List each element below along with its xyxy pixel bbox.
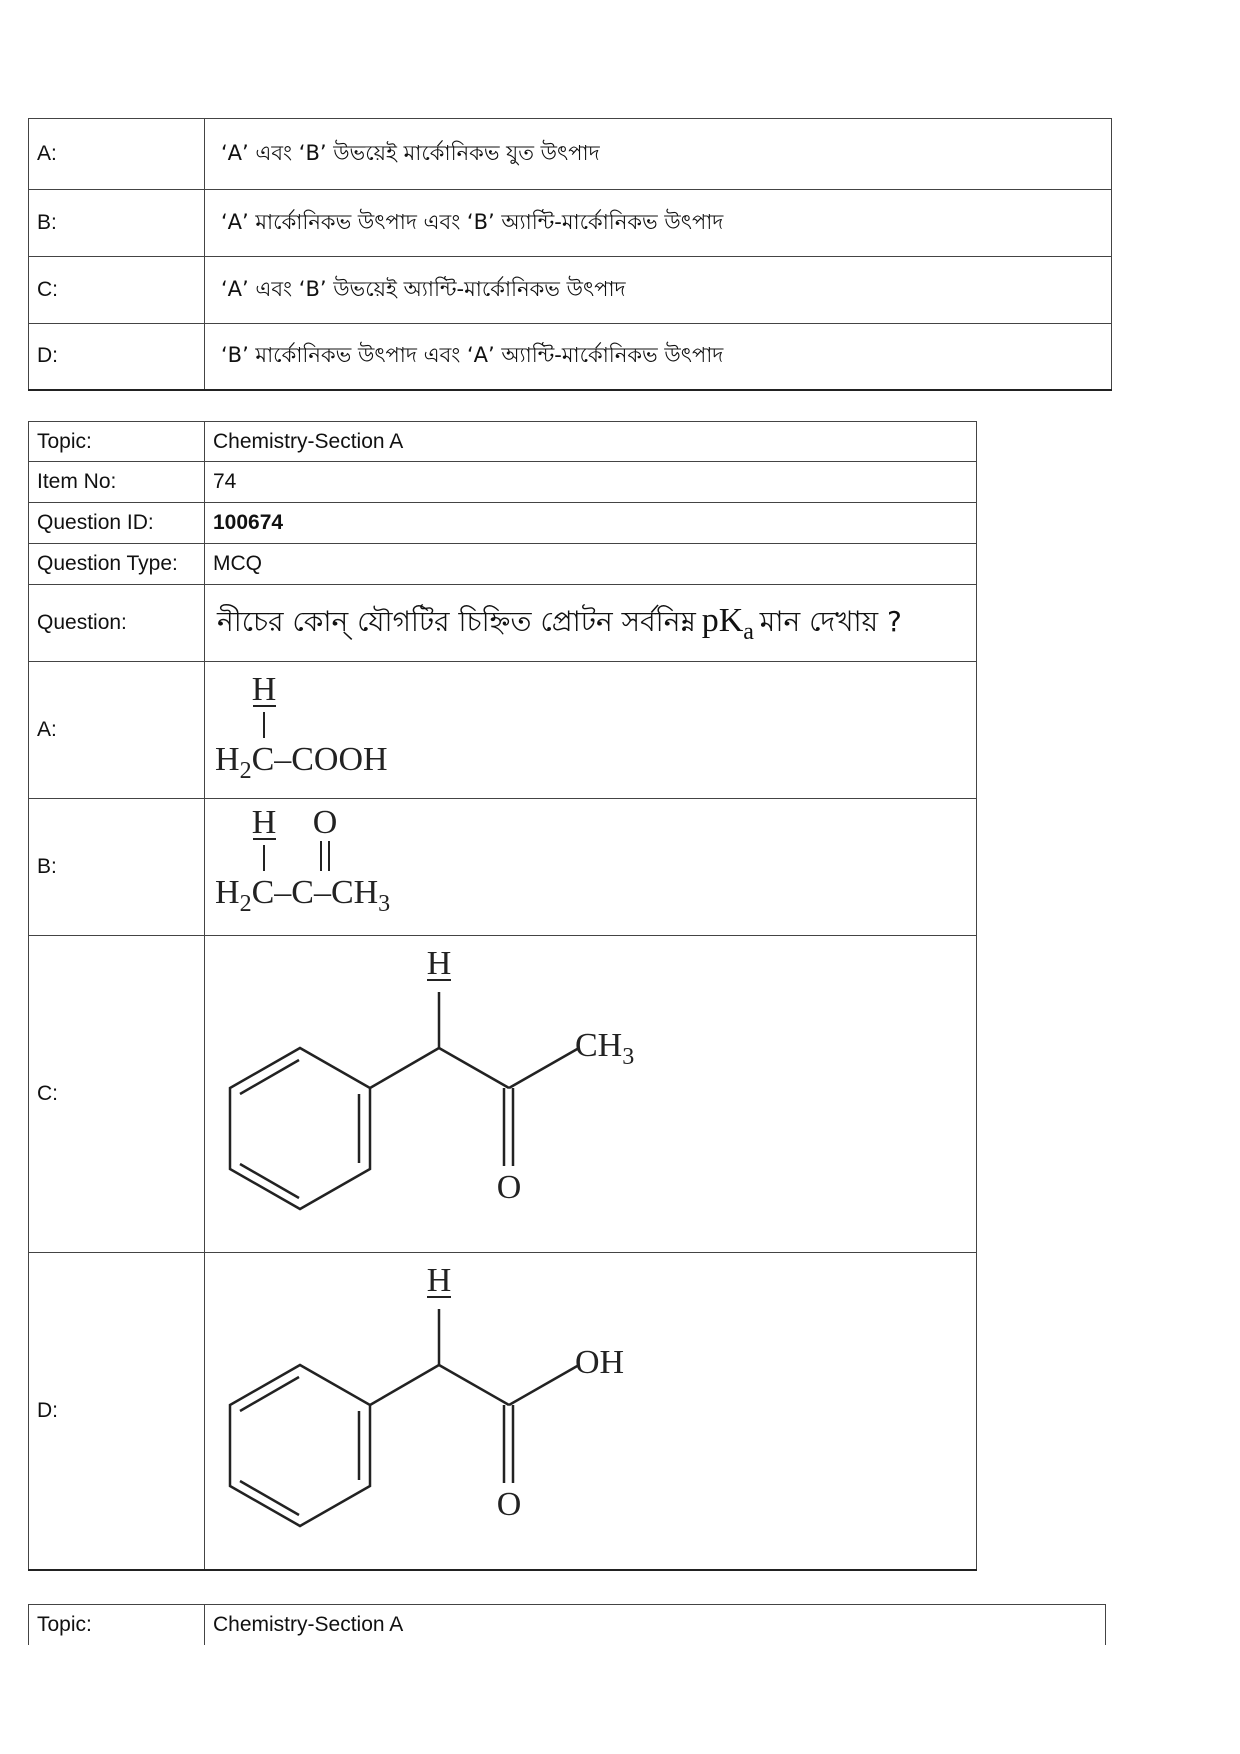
option-row <box>29 257 1112 324</box>
structure-a <box>213 662 513 792</box>
item-row <box>29 462 977 503</box>
next-question-table <box>28 1604 1106 1645</box>
formula-subscript: 2 <box>239 758 252 784</box>
option-label: B: <box>29 190 205 257</box>
option-row <box>29 324 1112 390</box>
carbonyl-o: O <box>496 1486 522 1523</box>
option-row <box>29 662 977 799</box>
formula-cooh: COOH <box>291 741 388 778</box>
svg-text:CH3 <box>575 1027 634 1070</box>
option-structure-cell <box>205 662 977 799</box>
topic-label: Topic: <box>29 422 205 462</box>
question-id-label: Question ID: <box>29 503 205 544</box>
question-id-row <box>29 503 977 544</box>
svg-text:H2C–COOH <box>215 741 388 784</box>
structure-b <box>213 799 513 929</box>
option-row <box>29 119 1112 190</box>
topic-row <box>29 1605 1106 1645</box>
question-type-row <box>29 544 977 585</box>
option-row <box>29 936 977 1253</box>
option-label: A: <box>29 662 205 799</box>
marked-proton-h: H <box>251 804 277 841</box>
formula-subscript: 3 <box>378 891 391 917</box>
methyl-subscript: 3 <box>622 1044 635 1070</box>
item-value: 74 <box>205 462 977 503</box>
marked-proton-h: H <box>251 671 277 708</box>
benzene-ring <box>230 1365 370 1526</box>
option-structure-cell <box>205 1253 977 1571</box>
topic-row <box>29 422 977 462</box>
formula-dash: – <box>313 874 331 911</box>
methyl-ch: CH <box>575 1027 623 1064</box>
benzene-ring <box>230 1048 370 1209</box>
carbonyl-o: O <box>496 1169 522 1206</box>
side-chain-bonds <box>370 992 579 1166</box>
question-row <box>29 585 977 662</box>
option-row <box>29 190 1112 257</box>
marked-proton-h: H <box>426 945 452 982</box>
question-pk-subscript: a <box>743 618 754 645</box>
topic-value: Chemistry-Section A <box>205 1605 1106 1645</box>
topic-label: Topic: <box>29 1605 205 1645</box>
option-row <box>29 1253 977 1571</box>
structure-c <box>213 936 673 1246</box>
carbonyl-o: O <box>312 804 338 841</box>
item-label: Item No: <box>29 462 205 503</box>
formula-subscript: 2 <box>239 891 252 917</box>
side-chain-bonds <box>370 1309 579 1483</box>
formula-c: C <box>291 874 314 911</box>
option-row <box>29 799 977 936</box>
option-label: D: <box>29 1253 205 1571</box>
question-id-value: 100674 <box>205 503 977 544</box>
formula-dash: – <box>274 741 292 778</box>
formula-c: C <box>251 741 275 778</box>
formula-h: H <box>215 741 240 778</box>
marked-proton-h: H <box>426 1262 452 1299</box>
option-text: ‘B’ মার্কোনিকভ উৎপাদ এবং ‘A’ অ্যান্টি-মার্কোনিকভ উৎপাদ <box>205 324 1112 390</box>
option-label: B: <box>29 799 205 936</box>
formula-c: C <box>251 874 275 911</box>
question-label: Question: <box>29 585 205 662</box>
option-structure-cell <box>205 936 977 1253</box>
previous-options-table <box>28 118 1112 391</box>
svg-text:H2C–C–CH3 <box>215 874 390 917</box>
hydroxyl-oh: OH <box>575 1344 625 1381</box>
question-pk: pK <box>701 601 744 639</box>
option-label: C: <box>29 936 205 1253</box>
question-text: নীচের কোন্ যৌগটির চিহ্নিত প্রোটন সর্বনিম্ন <box>217 604 696 638</box>
option-text: ‘A’ মার্কোনিকভ উৎপাদ এবং ‘B’ অ্যান্টি-মার্কোনিকভ উৎপাদ <box>205 190 1112 257</box>
topic-value: Chemistry-Section A <box>205 422 977 462</box>
question-type-value: MCQ <box>205 544 977 585</box>
structure-d <box>213 1253 673 1563</box>
question-type-label: Question Type: <box>29 544 205 585</box>
option-label: D: <box>29 324 205 390</box>
formula-ch: CH <box>330 874 379 911</box>
option-text: ‘A’ এবং ‘B’ উভয়েই মার্কোনিকভ যুত উৎপাদ <box>205 119 1112 190</box>
option-label: A: <box>29 119 205 190</box>
option-structure-cell <box>205 799 977 936</box>
formula-h: H <box>215 874 240 911</box>
question-table <box>28 421 977 1571</box>
option-text: ‘A’ এবং ‘B’ উভয়েই অ্যান্টি-মার্কোনিকভ উৎপাদ <box>205 257 1112 324</box>
option-label: C: <box>29 257 205 324</box>
question-tail: মান দেখায় ? <box>759 604 902 638</box>
formula-dash: – <box>274 874 292 911</box>
question-text-cell <box>205 585 977 662</box>
